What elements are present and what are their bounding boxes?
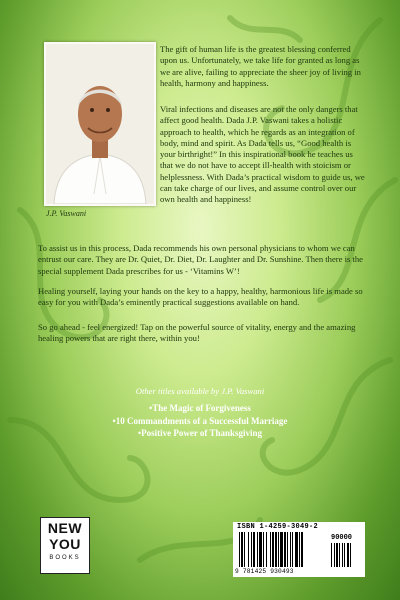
paragraph-physicians: To assist us in this process, Dada recommends his own personal physicians to whom we can entrust our care. They are Dr. Quiet, Dr. Diet, Dr. Laughter and Dr. Sunshine. Then there is the special supplement Dada prescribes for us - ‘Vitamins W’! [38, 243, 363, 276]
isbn-barcode [233, 522, 365, 577]
logo-text-books: BOOKS [49, 555, 81, 561]
list-item: •The Magic of Forgiveness [149, 403, 251, 413]
author-caption: J.P. Vaswani [46, 209, 87, 218]
other-titles-list [0, 402, 400, 440]
list-item: •10 Commandments of a Successful Marriage [112, 415, 288, 426]
isbn-label: ISBN 1-4259-3049-2 [237, 523, 319, 531]
price-code: 90000 [331, 534, 353, 542]
list-item: •Positive Power of Thanksgiving [137, 428, 263, 438]
paragraph-energized: So go ahead - feel energized! Tap on the powerful source of vitality, energy and the amazing healing powers that are right there, within you! [38, 322, 356, 344]
logo-text-new: NEW [47, 520, 83, 536]
publisher-logo [40, 517, 90, 574]
ean-number: 9 781425 930493 [235, 568, 294, 575]
paragraph-holistic: Viral infections and diseases are not the only dangers that affect good health. Dada J.P. Vaswani takes a holistic approach to health, which he regards as an integration of body, mind and spirit. As Dada tells us, “Good health is your birthright!” In this inspirational book he teaches us that we do not have to accept ill-health with stoicism or helplessness. With Dada’s practical wisdom to guide us, we can take charge of our lives, and assume control over our own health and happiness! [160, 104, 365, 205]
paragraph-intro: The gift of human life is the greatest blessing conferred upon us. Unfortunately, we take life for granted as long as we are alive, failing to appreciate the sheer joy of living in health, harmony and happiness. [160, 44, 361, 88]
author-photo [44, 42, 156, 206]
paragraph-healing: Healing yourself, laying your hands on the key to a happy, healthy, harmonious life is made so easy for you with Dada’s eminently practical suggestions available on hand. [38, 286, 363, 308]
other-titles-heading: Other titles available by J.P. Vaswani [135, 386, 265, 396]
logo-text-you: YOU [49, 536, 81, 552]
